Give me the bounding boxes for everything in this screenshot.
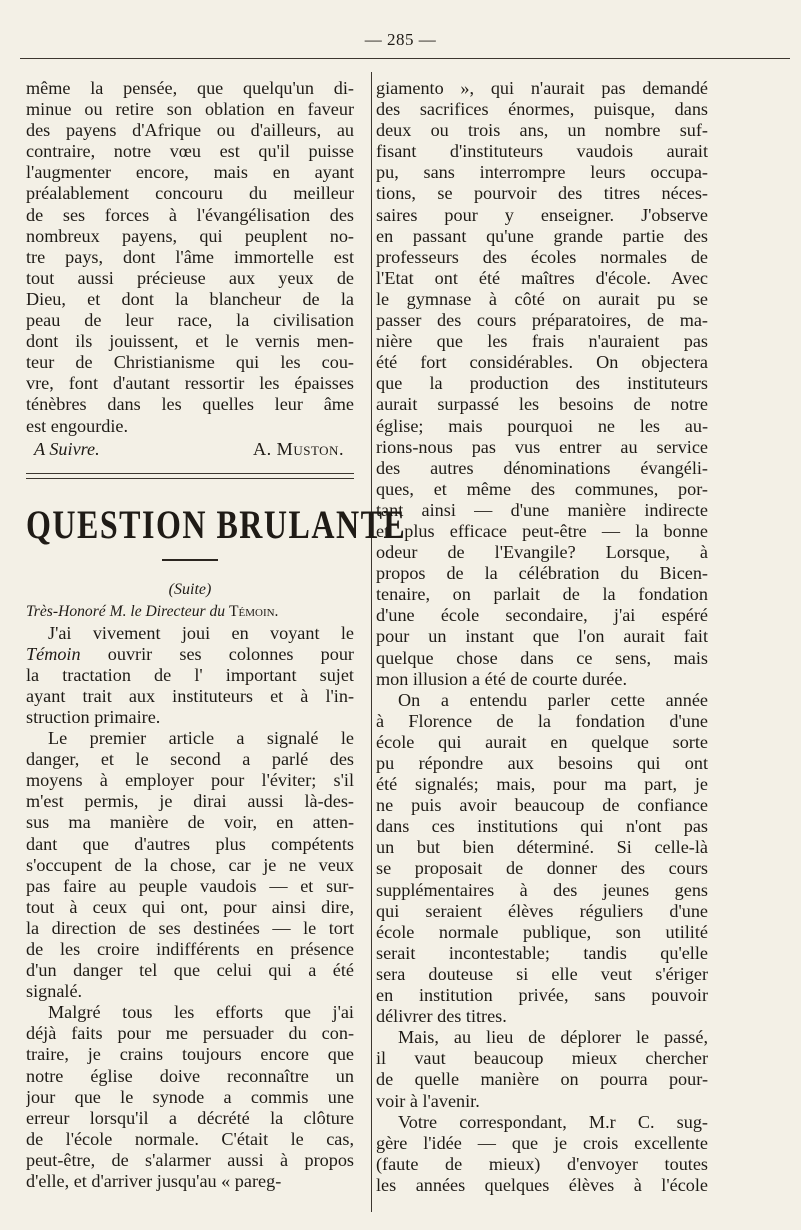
- text-line: J'ai vivement joui en voyant le: [48, 622, 354, 643]
- text-line: dont ils jouissent, et le vernis men-: [26, 331, 354, 352]
- paragraph: [26, 728, 354, 1002]
- text-line: Témoin ouvrir ses colonnes pour: [26, 643, 354, 664]
- newspaper-name: Témoin: [26, 643, 81, 664]
- text-line: école normale publique, son utilité: [376, 921, 708, 942]
- text-line: m'est permis, je dirai aussi là-des-: [26, 791, 354, 812]
- text-line: est engourdie.: [26, 415, 129, 436]
- section-title: QUESTION BRULANTE: [26, 501, 407, 547]
- text-line: nombreux payens, qui peuplent no-: [26, 225, 354, 246]
- text-line: aurait surpassé les besoins de notre: [376, 394, 708, 415]
- text-line: tout aussi précieuse aux yeux de: [26, 267, 354, 288]
- text-line: notre église doive reconnaître un: [26, 1065, 354, 1086]
- paragraph: [376, 78, 708, 690]
- text-line: préalablement concouru du meilleur: [26, 183, 354, 204]
- letter-body-left: [26, 623, 354, 1193]
- text-line: des payens d'Afrique ou d'ailleurs, au: [26, 120, 354, 141]
- text-line: tre pays, dont l'âme immortelle est: [26, 246, 354, 267]
- salutation-prefix: Très-Honoré M. le Directeur du: [26, 602, 229, 620]
- text-line: en institution privée, sans pouvoir: [376, 985, 708, 1006]
- text-line: Mais, au lieu de déplorer le passé,: [398, 1027, 708, 1048]
- text-line: On a entendu parler cette année: [398, 689, 708, 710]
- text-line: fisant d'instituteurs vaudois aurait: [376, 141, 708, 162]
- letter-salutation: [26, 601, 354, 623]
- header-rule: [20, 58, 790, 59]
- text-line: Le premier article a signalé le: [48, 728, 354, 749]
- text-line: giamento », qui n'aurait pas demandé: [376, 78, 708, 98]
- text-line: erreur lorsqu'il a décrété la clôture: [26, 1107, 354, 1128]
- paragraph: [376, 1027, 708, 1111]
- text-line: teur de Christianisme qui les cou-: [26, 352, 354, 373]
- to-be-continued: A Suivre.: [34, 438, 100, 459]
- text-line: les années quelques élèves à l'école: [376, 1174, 708, 1195]
- text-line: d'elle, et d'arriver jusqu'au « pareg-: [26, 1171, 282, 1192]
- text-line: ne puis avoir beaucoup de confiance: [376, 795, 708, 816]
- text-line: professeurs des écoles normales de: [376, 246, 708, 267]
- text-line: odeur de l'Evangile? Lorsque, à: [376, 542, 708, 563]
- text-line: rions-nous pas vus entrer au service: [376, 436, 708, 457]
- text-line: serait incontestable; tandis qu'elle: [376, 942, 708, 963]
- text-line: struction primaire.: [26, 706, 161, 727]
- text-line: passer des cours préparatoires, de ma-: [376, 310, 708, 331]
- right-column: [376, 78, 708, 1196]
- text-line: Malgré tous les efforts que j'ai: [48, 1002, 354, 1023]
- text-line: peau de leur race, la civilisation: [26, 310, 354, 331]
- title-underline-rule: [162, 559, 218, 561]
- text-line: propos de la célébration du Bicen-: [376, 563, 708, 584]
- continued-paragraph: [26, 78, 354, 437]
- text-line: danger, et le second a parlé des: [26, 749, 354, 770]
- text-line: tions, se pourvoir des titres néces-: [376, 183, 708, 204]
- text-line: vre, font d'autant ressortir les épaisses: [26, 373, 354, 394]
- text-line: de ses forces à l'évangélisation des: [26, 204, 354, 225]
- paragraph: [26, 623, 354, 728]
- author-signature: A. Muston.: [252, 438, 344, 459]
- text-line: dans ces institutions qui n'ont pas: [376, 816, 708, 837]
- letter-body-right: [376, 78, 708, 1196]
- left-column: [26, 78, 407, 1192]
- text-line: de l'école normale. C'était le cas,: [26, 1128, 354, 1149]
- section-separator-rule: [26, 473, 354, 479]
- text-line: été fort considérables. On objectera: [376, 352, 708, 373]
- text-line: signalé.: [26, 981, 83, 1002]
- text-line: se proposait de donner des cours: [376, 858, 708, 879]
- text-line: deux ou trois ans, un nombre suf-: [376, 120, 708, 141]
- text-line: église; mais pourquoi ne les au-: [376, 415, 708, 436]
- salutation-name: Témoin.: [228, 602, 279, 620]
- text-line: pour un instant que l'on aurait fait: [376, 626, 708, 647]
- text-line: jour que le synode a commis une: [26, 1086, 354, 1107]
- text-line: dant que d'autres plus compétents: [26, 833, 354, 854]
- page-header: [0, 30, 801, 54]
- paragraph: [376, 1112, 708, 1196]
- section-subhead: (Suite): [168, 580, 212, 598]
- text-line: nière que les frais n'auraient pas: [376, 331, 708, 352]
- column-divider: [371, 72, 372, 1212]
- text-line: ténèbres dans les quelles leur âme: [26, 394, 354, 415]
- text-line: de quelle manière on pourra pour-: [376, 1069, 708, 1090]
- text-line: la tractation de l' important sujet: [26, 664, 354, 685]
- text-line: et plus efficace peut-être — la bonne: [376, 520, 708, 541]
- text-line: tant ainsi — d'une manière indirecte: [376, 499, 708, 520]
- text-line: quelque chose dans ce sens, mais: [376, 647, 708, 668]
- text-line: l'augmenter encore, mais en ayant: [26, 162, 354, 183]
- text-line: mon illusion a été de courte durée.: [376, 668, 628, 689]
- text-line: tout à ceux qui ont, pour ainsi dire,: [26, 896, 354, 917]
- text-line: délivrer des titres.: [376, 1006, 507, 1027]
- text-line: déjà faits pour me persuader du con-: [26, 1023, 354, 1044]
- text-line: des autres dénominations évangéli-: [376, 457, 708, 478]
- text-line: sera douteuse si elle veut s'ériger: [376, 963, 708, 984]
- text-line: contraire, notre vœu est qu'il puisse: [26, 141, 354, 162]
- text-line: sus ma manière de voir, en atten-: [26, 812, 354, 833]
- text-line: école qui aurait en quelque sorte: [376, 731, 708, 752]
- text-line: de les croire indifférents en présence: [26, 939, 354, 959]
- text-line: en passant qu'une grande partie des: [376, 225, 708, 246]
- page-number: — 285 —: [364, 30, 437, 49]
- text-line: moyens à employer pour l'éviter; s'il: [26, 770, 354, 791]
- text-line: qui seraient élèves réguliers d'une: [376, 900, 708, 921]
- text-line: d'une école secondaire, j'ai espéré: [376, 605, 708, 626]
- text-line: à Florence de la fondation d'une: [376, 710, 708, 731]
- paragraph: [26, 1002, 354, 1192]
- text-line: il vaut beaucoup mieux chercher: [376, 1048, 708, 1069]
- text-line: un but bien déterminé. Si celle-là: [376, 837, 708, 858]
- text-line: des sacrifices énormes, puisque, dans: [376, 99, 708, 120]
- text-line: l'Etat ont été maîtres d'école. Avec: [376, 267, 708, 288]
- text-line: même la pensée, que quelqu'un di-: [26, 78, 354, 98]
- text-line: le gymnase à côté on aurait pu se: [376, 288, 708, 309]
- text-line: traire, je crains toujours encore que: [26, 1044, 354, 1065]
- text-line: s'occupent de la chose, car je ne veux: [26, 854, 354, 875]
- text-line: gère l'idée — que je crois excellente: [376, 1132, 708, 1153]
- text-line: Dieu, et dont la blancheur de la: [26, 288, 354, 309]
- text-line: ques, et même des communes, por-: [376, 478, 708, 499]
- text-line: pu répondre aux besoins qui ont: [376, 753, 708, 773]
- text-line: saires pour y enseigner. J'observe: [376, 204, 708, 225]
- text-line: minue ou retire son oblation en faveur: [26, 99, 354, 120]
- text-line: pas faire au peuple vaudois — et sur-: [26, 875, 354, 896]
- text-line: tenaire, on parlait de la fondation: [376, 584, 708, 605]
- text-line: ayant trait aux instituteurs et à l'in-: [26, 685, 354, 706]
- text-line: d'un danger tel que celui qui a été: [26, 960, 354, 981]
- text-line: supplémentaires à des jeunes gens: [376, 879, 708, 900]
- text-line: que la production des instituteurs: [376, 373, 708, 394]
- text-line: voir à l'avenir.: [376, 1090, 480, 1111]
- paragraph: [376, 690, 708, 1028]
- text-line: Votre correspondant, M.r C. sug-: [398, 1111, 708, 1132]
- text-line: (faute de mieux) d'envoyer toutes: [376, 1153, 708, 1174]
- text-line: la direction de ses destinées — le tort: [26, 917, 354, 938]
- text-line: peut-être, de s'alarmer aussi à propos: [26, 1149, 354, 1170]
- text-line: pu, sans interrompre leurs occupa-: [376, 162, 708, 183]
- signature-row: [26, 437, 354, 461]
- text-line: été signalés; mais, pour ma part, je: [376, 774, 708, 795]
